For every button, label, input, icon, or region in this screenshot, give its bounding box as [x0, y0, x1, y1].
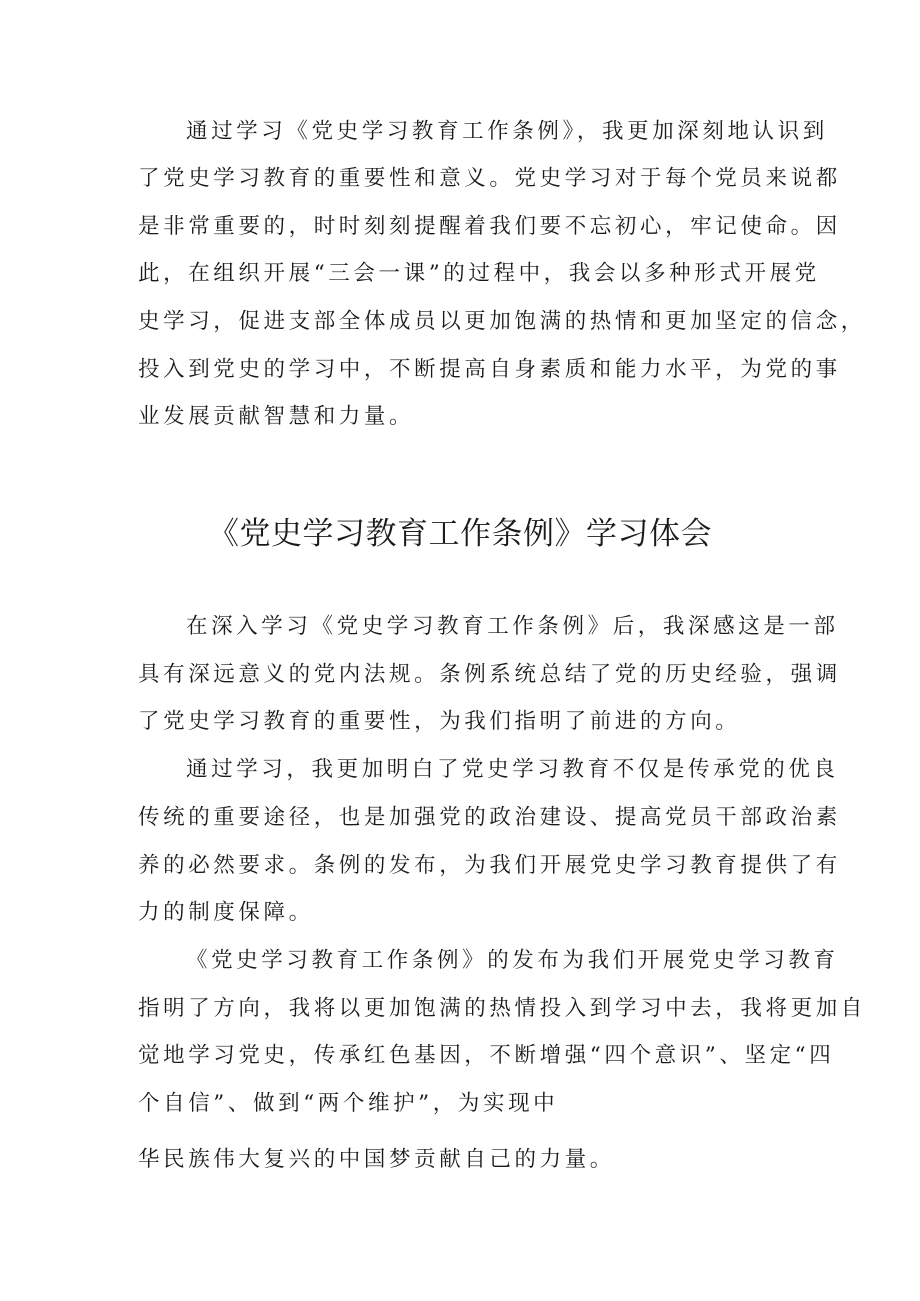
paragraph-line: 了党史学习教育的重要性，为我们指明了前进的方向。	[138, 709, 741, 734]
paragraph-line: 《党史学习教育工作条例》的发布为我们开展党史学习教育	[186, 948, 839, 973]
paragraph-line: 通过学习《党史学习教育工作条例》，我更加深刻地认识到	[186, 119, 828, 144]
paragraph-line: 传统的重要途径，也是加强党的政治建设、提高党员干部政治素	[138, 805, 841, 830]
paragraph-line: 养的必然要求。条例的发布，为我们开展党史学习教育提供了有	[138, 853, 841, 878]
paragraph-line: 觉地学习党史，传承红色基因，不断增强“四个意识”、坚定“四	[138, 1043, 835, 1068]
paragraph-line: 指明了方向，我将以更加饱满的热情投入到学习中去，我将更加自	[138, 996, 866, 1021]
paragraph-line: 了党史学习教育的重要性和意义。党史学习对于每个党员来说都	[138, 166, 841, 191]
paragraph-line: 具有深远意义的党内法规。条例系统总结了党的历史经验，强调	[138, 662, 841, 687]
paragraph-line: 史学习，促进支部全体成员以更加饱满的热情和更加坚定的信念，	[138, 309, 866, 334]
paragraph-line: 是非常重要的，时时刻刻提醒着我们要不忘初心，牢记使命。因	[138, 214, 841, 239]
paragraph-line: 个自信”、做到“两个维护”，为实现中	[138, 1091, 559, 1116]
paragraph-line: 投入到党史的学习中，不断提高自身素质和能力水平，为党的事	[138, 357, 841, 382]
page-title: 《党史学习教育工作条例》学习体会	[208, 516, 712, 552]
paragraph-line: 业发展贡献智慧和力量。	[138, 404, 415, 429]
paragraph-line: 力的制度保障。	[138, 900, 314, 925]
paragraph-line: 此，在组织开展“三会一课”的过程中，我会以多种形式开展党	[138, 261, 820, 286]
paragraph-line: 华民族伟大复兴的中国梦贡献自己的力量。	[138, 1147, 615, 1172]
paragraph-line: 通过学习，我更加明白了党史学习教育不仅是传承党的优良	[186, 757, 839, 782]
paragraph-line: 在深入学习《党史学习教育工作条例》后，我深感这是一部	[186, 614, 839, 639]
